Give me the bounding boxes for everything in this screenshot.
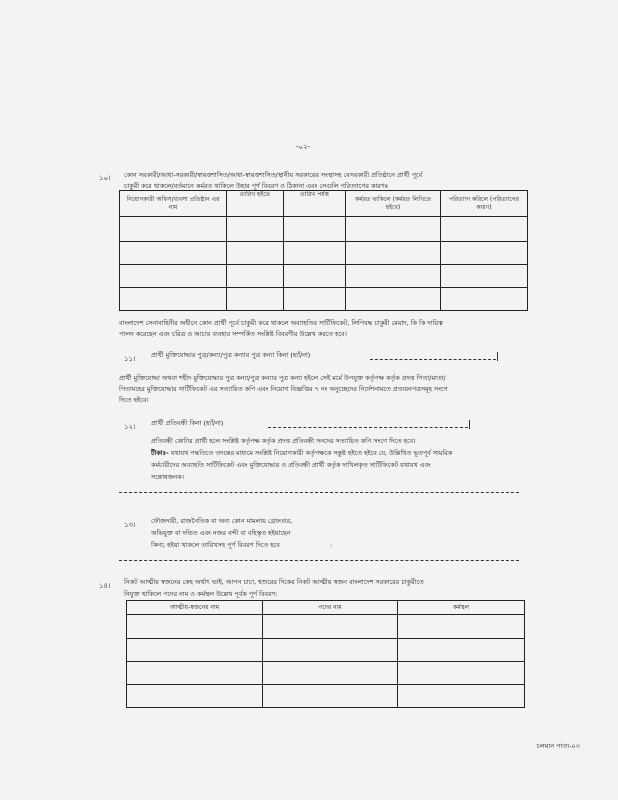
- table-cell[interactable]: [346, 288, 441, 311]
- criminal-case-line-2: অভিযুক্ত বা দন্ডিত এবং নজর বন্দী বা বহিস্কৃত হইয়াছেন: [151, 529, 291, 537]
- answer-line-end: [497, 352, 498, 361]
- table-cell[interactable]: [120, 288, 227, 311]
- freedom-fighter-question: প্রার্থী মুক্তিযোদ্ধার পুত্র/কন্যা/পুত্র কন্যার পুত্র কন্যা কিনা (হ্যাঁ/না): [151, 351, 311, 359]
- table-cell[interactable]: [398, 639, 525, 662]
- relatives-table: [126, 600, 525, 708]
- relatives-line-2: নিযুক্ত থাকিলে পদের নাম ও কর্মস্থল উল্লেখ পূর্বক পূর্ণ বিবরণ:: [124, 590, 278, 598]
- section-14-number: ১৪।: [99, 582, 111, 590]
- table-cell[interactable]: [398, 685, 525, 708]
- table-cell[interactable]: [284, 217, 346, 242]
- freedom-fighter-note-2: পিতামহের মুক্তিযোদ্ধার সার্টিফিকেট এর সত্যায়িত কপি এবং নিয়োগ বিজ্ঞপ্তির ৭ নং অনুচ্ছেদের নির্দেশনামতে প্রত্যয়নপত্রসমূহ সংগে: [119, 385, 448, 393]
- disability-question: প্রার্থী প্রতিবন্ধী কিনা (হ্যাঁ/না): [151, 419, 224, 427]
- freedom-fighter-note-1: প্রার্থী মুক্তিযোদ্ধা অথবা শহীদ মুক্তিযোদ্ধার পুত্র কন্যা/পুত্র কন্যার পুত্র কন্যা হইলে সেই মর্মে উপযুক্ত কর্তৃপক্ষ কর্তৃক প্রদত্ত পিতা/মাতা/: [119, 374, 446, 382]
- table-cell[interactable]: [120, 242, 227, 265]
- table-cell[interactable]: [127, 615, 263, 639]
- table-row: [127, 639, 525, 662]
- table-cell[interactable]: [263, 662, 398, 685]
- tika-line-2: কর্মচারীদের অব্যাহতি সার্টিফিকেট এবং মুক্তিযোদ্ধার ও প্রতিবন্ধী প্রার্থী কর্তৃক দাখিলকৃত সার্টিফিকেট যথাযথ এবং: [151, 461, 431, 469]
- table-cell[interactable]: [398, 662, 525, 685]
- disability-answer-line[interactable]: [268, 427, 468, 428]
- section-10-line-2: চাকুরী করে থাকলে/বর্তমানে কর্মরত থাকিলে উহার পূর্ণ বিবরণ ও ঠিকানা এবং সেগুলি পরিত্যাগের কারণঃ: [124, 182, 389, 190]
- table-row: [120, 288, 528, 311]
- criminal-case-line-3: কিনা; হইয়া থাকলে তারিখসহ পূর্ণ বিবরণ দিতে হবে: [151, 541, 280, 549]
- freedom-fighter-note-3: দিতে হইবে।: [119, 396, 149, 404]
- table-cell[interactable]: [346, 265, 441, 288]
- answer-line-end: [469, 420, 470, 429]
- table-cell[interactable]: [441, 242, 528, 265]
- table-cell[interactable]: [263, 639, 398, 662]
- freedom-fighter-answer-line[interactable]: [370, 359, 496, 360]
- table-cell[interactable]: [120, 265, 227, 288]
- table-row: [127, 615, 525, 639]
- tika-line-3: সন্তোষজনক।: [151, 473, 184, 481]
- tika-text-1: যথাযথ পদ্ধতিতে তদন্তের মাধ্যমে সংশ্লিষ্ট নিয়োগকারী কর্তৃপক্ষকে সন্তুষ্ট হইতে হইবে যে, উল্লিখিত ভূতপূর্ব সামরিক: [170, 449, 453, 457]
- header-currently-employed: কর্মরত থাকিলে (কর্মরত লিখিতে হইবে): [346, 191, 441, 217]
- table-cell[interactable]: [398, 615, 525, 639]
- criminal-case-colon: :: [330, 541, 333, 549]
- header-reason-for-leaving: পরিত্যাগ করিলে (পরিত্যাগের কারণ): [441, 191, 528, 217]
- section-11-number: ১১।: [124, 355, 136, 363]
- table-cell[interactable]: [263, 685, 398, 708]
- section-12-number: ১২।: [124, 423, 136, 431]
- table-cell[interactable]: [127, 639, 263, 662]
- table-cell[interactable]: [227, 288, 284, 311]
- continued-page-note: চলমান পাতা-০৩: [536, 742, 580, 750]
- table-cell[interactable]: [263, 615, 398, 639]
- table-cell[interactable]: [284, 265, 346, 288]
- table-cell[interactable]: [227, 265, 284, 288]
- section-divider: [119, 560, 519, 561]
- table-cell[interactable]: [120, 217, 227, 242]
- table-cell[interactable]: [127, 685, 263, 708]
- table-cell[interactable]: [441, 217, 528, 242]
- header-date-to: তারিখ পর্যন্ত: [284, 191, 346, 217]
- section-divider: [119, 492, 519, 493]
- header-post-name: পদের নাম: [263, 601, 398, 615]
- header-relative-name: আত্মীয়-স্বজনের নাম: [127, 601, 263, 615]
- tika-label: টীকাঃ-: [151, 449, 169, 457]
- header-employer: নিয়োগকারী অফিস/ব্যবসা প্রতিষ্ঠান এর নাম: [120, 191, 227, 217]
- table-cell[interactable]: [127, 662, 263, 685]
- table-cell[interactable]: [346, 217, 441, 242]
- disability-note: প্রতিবন্ধী কোটার প্রার্থী হলে সংশ্লিষ্ট কর্তৃপক্ষ কর্তৃক প্রদত্ত প্রতিবন্ধী সনদের সত্যায়িত কপি সংগে দিতে হবে।: [151, 437, 416, 445]
- army-note-line-1: বাংলাদেশ সেনাবাহিনীর অধীনে কোন প্রার্থী পূর্বে চাকুরী করে থাকলে অব্যাহতির সার্টিফিকেট, লিপিবদ্ধ চাকুরী মেয়াদ, কি কি দায়িত্ব: [119, 319, 443, 327]
- header-workplace: কর্মস্থল: [398, 601, 525, 615]
- table-row: [127, 685, 525, 708]
- header-date-from: তারিখ হইতে: [227, 191, 284, 217]
- section-10-number: ১০।: [99, 174, 111, 182]
- table-row: [127, 662, 525, 685]
- table-cell[interactable]: [346, 242, 441, 265]
- table-row: [120, 265, 528, 288]
- table-cell[interactable]: [284, 288, 346, 311]
- relatives-line-1: নিকট আত্মীয় স্বজনের কেহ অর্থাৎ ভাই, আপন চাচা, শ্বশুরের দিকের নিকট আত্মীয় স্বজন বাংলাদেশ সরকারের চাকুরীতে: [124, 578, 424, 586]
- army-note-line-2: পালন করেছেন এবং চরিত্র ও আচার ব্যবহার সম্পর্কিত সংশ্লিষ্ট বিবরণীর উল্লেখ করতে হবে।: [119, 330, 347, 338]
- table-cell[interactable]: [284, 242, 346, 265]
- table-row: [120, 217, 528, 242]
- employment-history-table: [119, 190, 528, 311]
- criminal-case-line-1: ফৌজদারী, রাজনৈতিক বা অন্য কোন মামলায় গ্রেফতার,: [151, 517, 293, 525]
- section-13-number: ১৩।: [124, 521, 136, 529]
- table-cell[interactable]: [441, 265, 528, 288]
- page-number: -০২-: [296, 143, 311, 151]
- section-10-line-1: কোন সরকারী/আধা-সরকারী/স্বায়ত্তশাসিত/আধা-স্বায়ত্তশাসিত/স্থানীয় সরকারের সংস্থাসহ বেসরকারী প্রতিষ্ঠানে প্রার্থী পূর্বে: [124, 171, 423, 179]
- table-row: [120, 242, 528, 265]
- table-cell[interactable]: [441, 288, 528, 311]
- table-cell[interactable]: [227, 242, 284, 265]
- table-cell[interactable]: [227, 217, 284, 242]
- tika-line-1: [151, 448, 452, 459]
